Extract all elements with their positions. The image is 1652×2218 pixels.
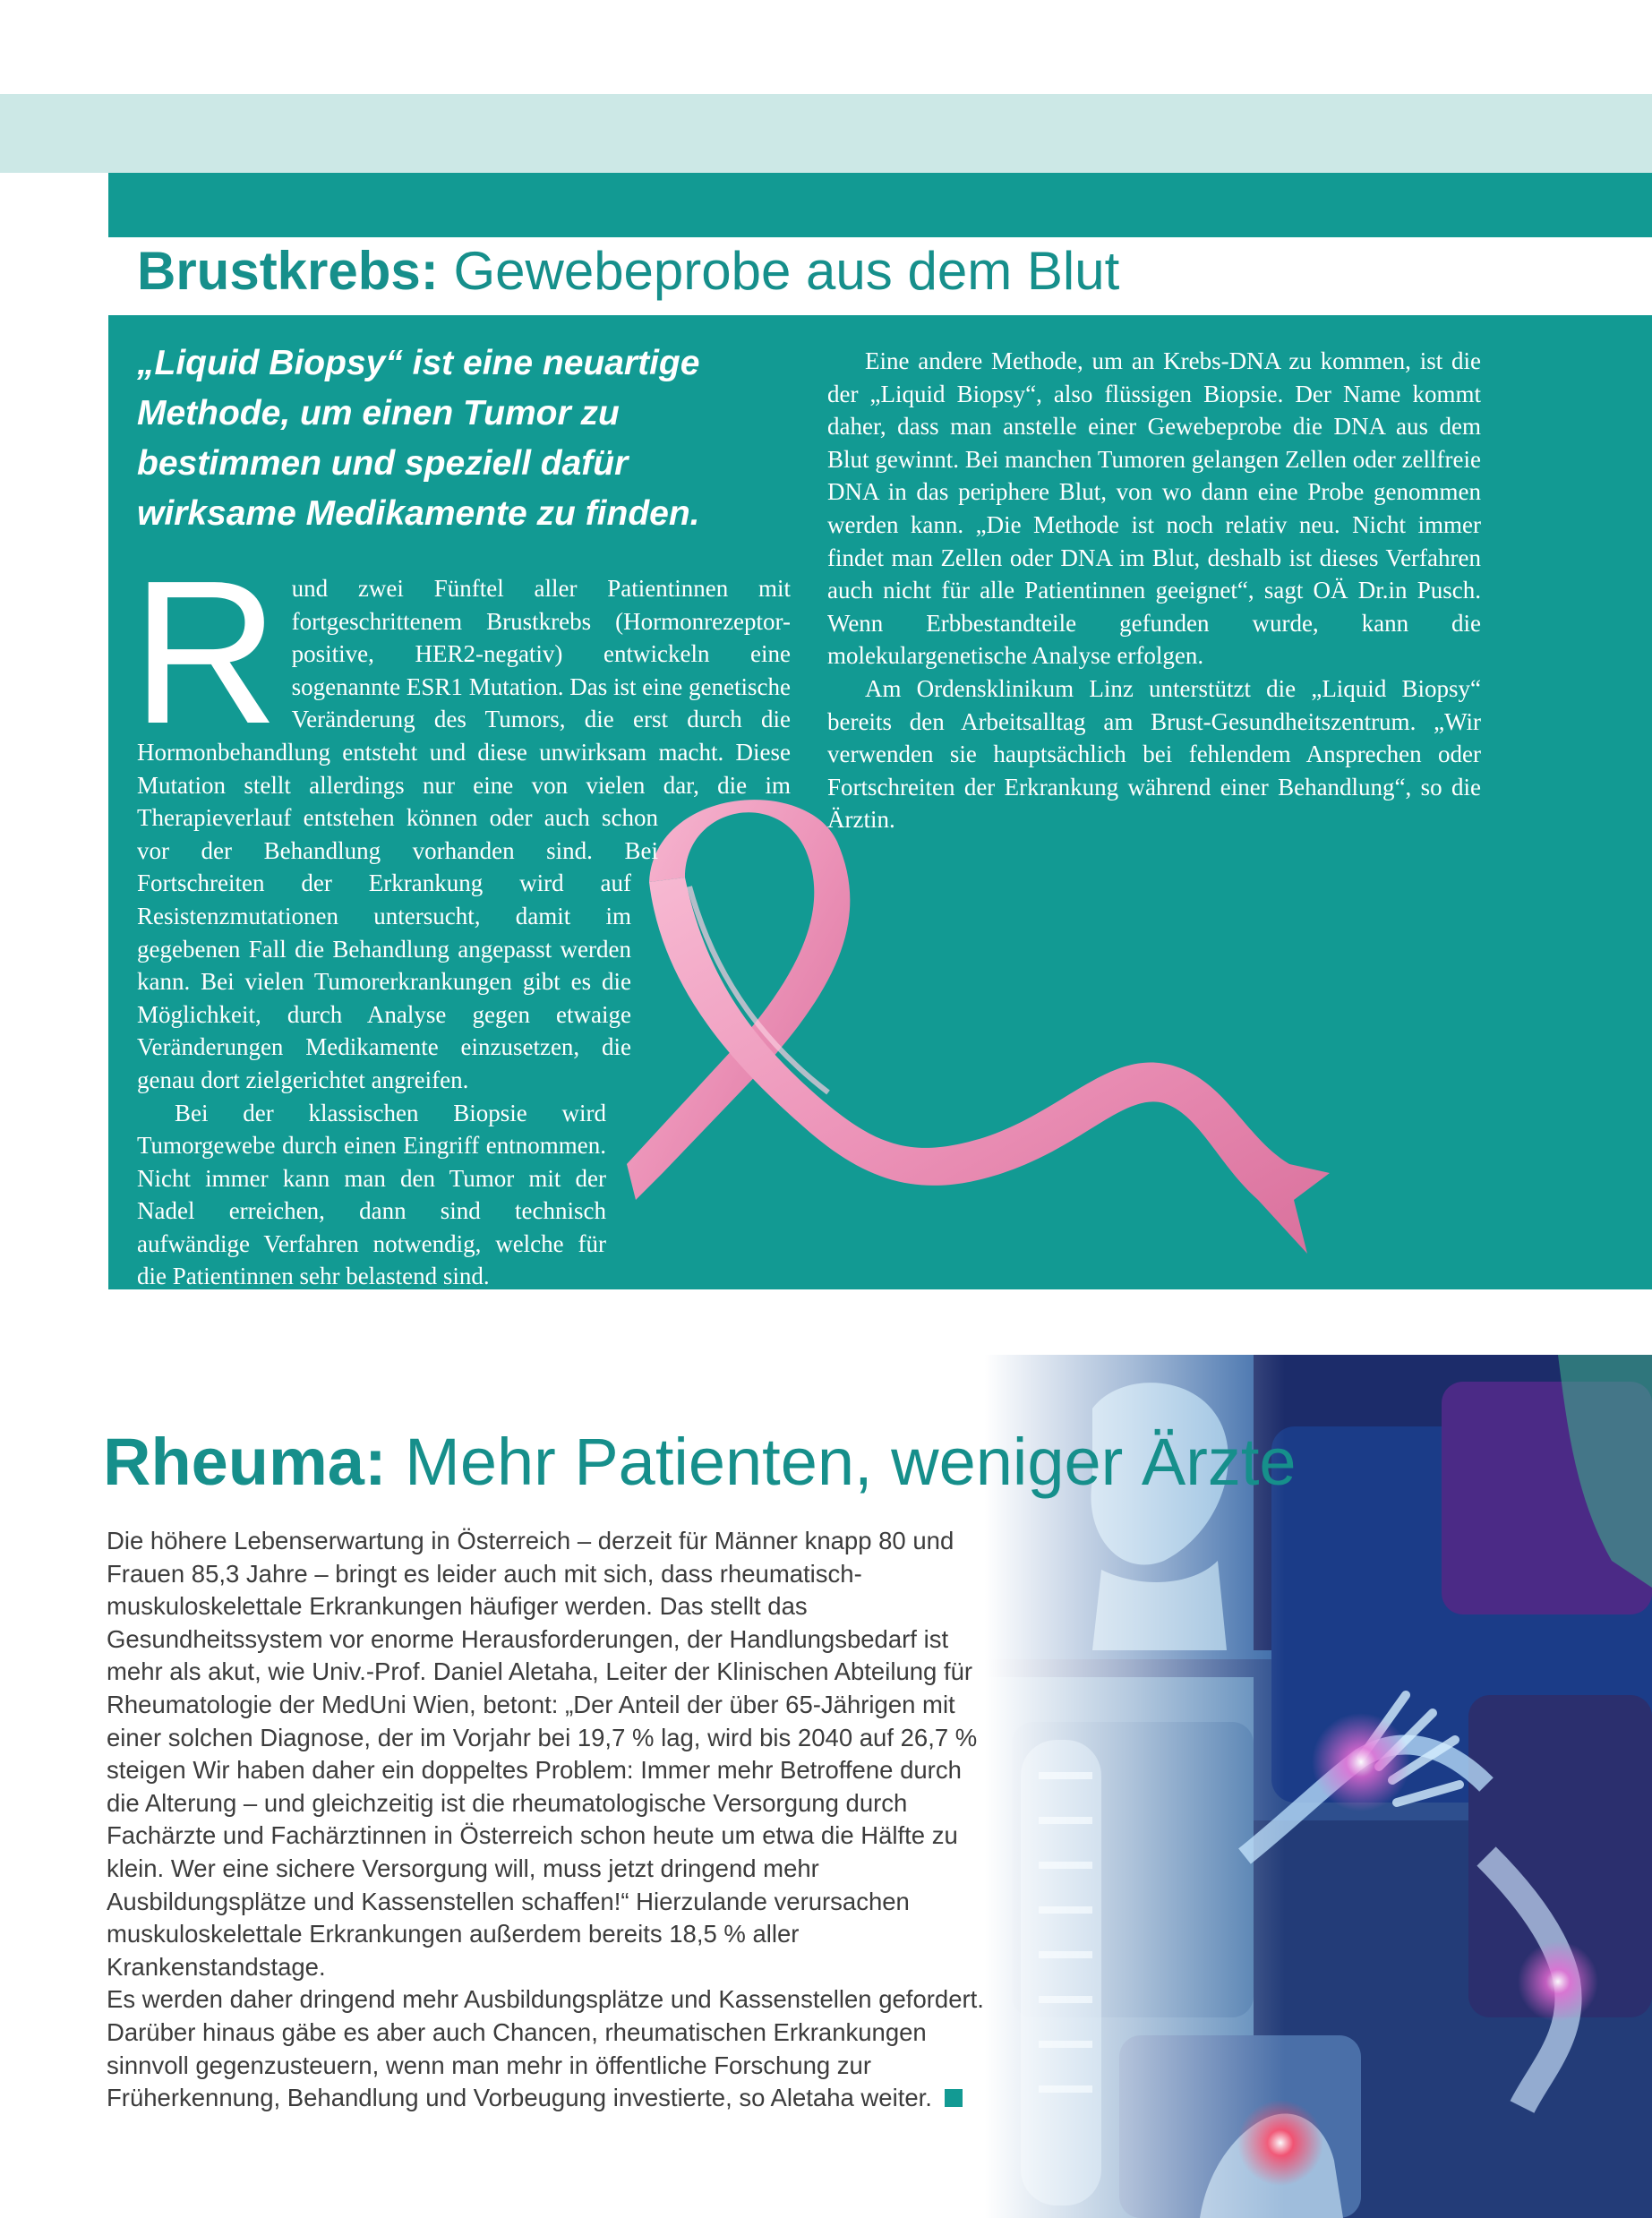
wrap-spacer xyxy=(655,1162,791,1195)
wrap-spacer xyxy=(631,900,791,933)
wrap-spacer xyxy=(631,867,791,900)
wrap-spacer xyxy=(658,835,791,868)
wrap-spacer xyxy=(631,1064,791,1097)
article1-column-right xyxy=(827,345,1481,836)
wrap-spacer xyxy=(606,1260,791,1293)
wrap-spacer xyxy=(655,1129,791,1162)
wrap-spacer xyxy=(655,998,791,1032)
article1-title-bold: Brustkrebs: xyxy=(137,241,439,301)
wrap-spacer xyxy=(655,1195,791,1228)
article1-title-rest: Gewebeprobe aus dem Blut xyxy=(453,241,1120,301)
wrap-spacer xyxy=(631,1031,791,1064)
article1-title xyxy=(137,240,1119,302)
wrap-spacer xyxy=(655,933,791,966)
dropcap: R xyxy=(132,539,279,766)
article1-column-left xyxy=(132,539,791,1392)
wrap-spacer xyxy=(655,1097,791,1130)
article1-paragraph-4: Am Ordensklinikum Linz unterstützt die „Liquid Biopsy“ bereits den Arbeitsalltag am Brust-Gesundheitszentrum. „Wir verwenden sie hauptsächlich bei fehlendem Ansprechen oder Fortschreiten der Erkrankung während einer Behandlung“, so die Ärztin. xyxy=(827,674,1481,834)
wrap-spacer xyxy=(603,1293,791,1326)
wrap-spacer xyxy=(585,1358,791,1392)
article1-lead: „Liquid Biopsy“ ist eine neuartige Methode, um einen Tumor zu bestimmen und speziell dafür wirksame Medikamente zu finden. xyxy=(137,344,700,533)
article1-paragraph-2: Bei der klassischen Biopsie wird Tumorgewebe durch einen Eingriff entnommen. Nicht immer kann man den Tumor mit der Nadel erreichen, dann sind technisch aufwändige Verfahren notwendig, welche für die Patientinnen sehr belastend sind. xyxy=(137,1099,606,1290)
article2-paragraph-1: Die höhere Lebenserwartung in Österreich – derzeit für Männer knapp 80 und Frauen 85,3 Jahre – bringt es leider auch mit sich, dass rheumatisch-muskuloskelettale Erkrankungen häufiger werden. Das stellt das Gesundheitssystem vor enorme Herausforderungen, der Handlungsbedarf ist mehr als akut, wie Univ.-Prof. Daniel Aletaha, Leiter der Klinischen Abteilung für Rheumatologie der MedUni Wien, betont: „Der Anteil der über 65-Jährigen mit einer solchen Diagnose, der im Vorjahr bei 19,7 % lag, wird bis 2040 auf 26,7 % steigen Wir haben daher ein doppeltes Problem: Immer mehr Betroffene durch die Alterung – und gleichzeitig ist die rheumatologische Versorgung durch Fachärzte und Fachärztinnen in Österreich schon heute um etwa die Hälfte zu klein. Wer eine sichere Versorgung will, muss jetzt dringend mehr Ausbildungsplätze und Kassenstellen schaffen!“ Hierzulande verursachen muskuloskelettale Erkrankungen außerdem bereits 18,5 % aller Krankenstandstage. xyxy=(107,1527,978,1981)
end-square-icon xyxy=(945,2089,963,2107)
article2-title-bold: Rheuma: xyxy=(103,1425,387,1499)
article1-paragraph-3: Eine andere Methode, um an Krebs-DNA zu kommen, ist die der „Liquid Biopsy“, also flüssigen Biopsie. Der Name kommt daher, dass man anstelle einer Gewebeprobe die DNA aus dem Blut gewinnt. Bei manchen Tumoren gelangen Zellen oder zellfreie DNA in das periphere Blut, von wo dann eine Probe genommen werden kann. „Die Methode ist noch relativ neu. Nicht immer findet man Zellen oder DNA im Blut, deshalb ist dieses Verfahren auch nicht für alle Patientinnen geeignet“, sagt OÄ Dr.in Pusch. Wenn Erbbestandteile gefunden wurde, kann die molekulargenetische Analyse erfolgen. xyxy=(827,347,1481,670)
article2-title xyxy=(103,1424,1297,1500)
article2-paragraph-2: Es werden daher dringend mehr Ausbildungsplätze und Kassenstellen gefordert. Darüber hinaus gäbe es aber auch Chancen, rheumatischen Erkrankungen sinnvoll gegenzusteuern, wenn man mehr in öffentliche Forschung zur Früherkennung, Behandlung und Vorbeugung investierte, so Aletaha weiter. xyxy=(107,1985,984,2112)
wrap-spacer xyxy=(655,965,791,998)
header-band xyxy=(0,94,1652,173)
wrap-spacer xyxy=(658,801,791,835)
article2-title-rest: Mehr Patienten, weniger Ärzte xyxy=(405,1425,1297,1499)
teal-header-bar xyxy=(108,173,1652,237)
article1-paragraph-1: und zwei Fünftel aller Patientinnen mit fortgeschrittenem Brustkrebs (Hormonrezeptor-positive, HER2-negativ) entwickeln eine sogenannte ESR1 Mutation. Das ist eine genetische Veränderung des Tumors, die erst durch die Hormonbehandlung entsteht und diese unwirksam macht. Diese Mutation stellt allerdings nur eine von vielen dar, die im Therapieverlauf entstehen können oder auch schon vor der Behandlung vorhanden sind. Bei Fortschreiten der Erkrankung wird auf Resistenzmutationen untersucht, damit im gegebenen Fall die Behandlung angepasst werden kann. Bei vielen Tumorerkrankungen gibt es die Möglichkeit, durch Analyse gegen etwaige Veränderungen Medikamente einzusetzen, die genau dort zielgerichtet angreifen. xyxy=(137,575,791,1093)
wrap-spacer xyxy=(646,1228,791,1261)
article2-body xyxy=(107,1525,995,2115)
wrap-spacer xyxy=(603,1326,791,1359)
